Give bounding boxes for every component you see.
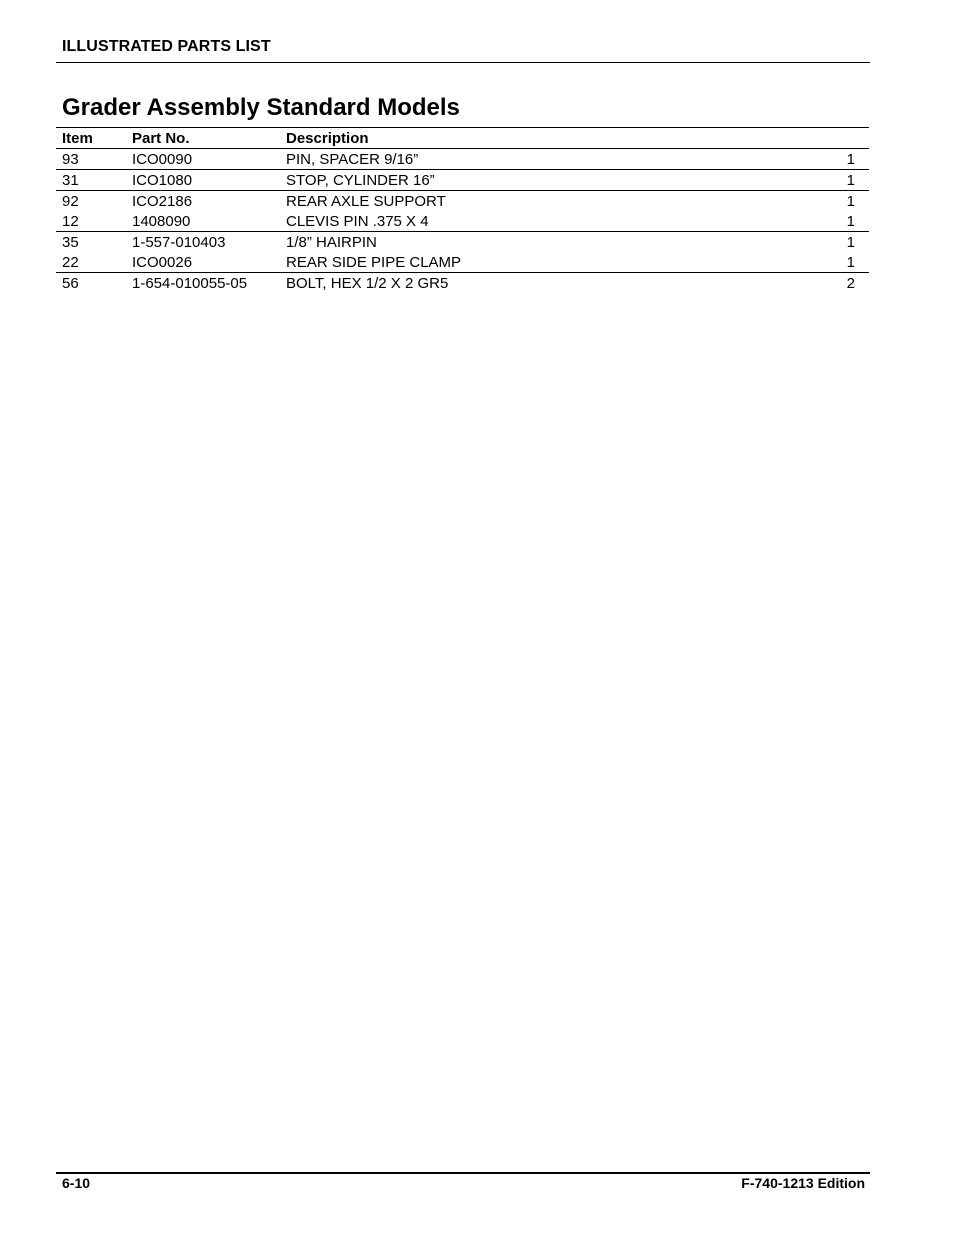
item-number: 22	[56, 252, 132, 273]
parts-table	[56, 127, 869, 293]
part-number: ICO0090	[132, 149, 286, 170]
part-number: 1-654-010055-05	[132, 274, 248, 292]
table-row	[56, 252, 869, 273]
part-description: BOLT, HEX 1/2 X 2 GR5	[286, 274, 449, 292]
part-number: ICO0026	[132, 252, 286, 273]
table-row	[56, 170, 869, 191]
table-row	[56, 191, 869, 212]
quantity: 1	[806, 170, 869, 191]
part-number: 1-557-010403	[132, 233, 226, 251]
table-row	[56, 273, 869, 294]
table-header-row	[56, 128, 869, 149]
part-description: STOP, CYLINDER 16”	[286, 170, 806, 191]
item-number: 35	[62, 233, 79, 251]
column-header-description: Description	[286, 128, 806, 149]
item-number: 56	[62, 274, 79, 292]
part-number: ICO1080	[132, 170, 286, 191]
item-number: 31	[56, 170, 132, 191]
quantity: 1	[846, 192, 855, 210]
quantity: 1	[846, 233, 855, 251]
header-divider	[56, 62, 870, 63]
part-number: 1408090	[132, 211, 286, 232]
part-number: ICO2186	[132, 192, 193, 210]
part-description: CLEVIS PIN .375 X 4	[286, 211, 806, 232]
part-description: 1/8” HAIRPIN	[286, 233, 377, 251]
page-title: Grader Assembly Standard Models	[62, 94, 460, 121]
table-row	[56, 149, 869, 170]
part-description: REAR SIDE PIPE CLAMP	[286, 252, 806, 273]
quantity: 1	[806, 149, 869, 170]
column-header-qty	[806, 128, 869, 149]
running-header: ILLUSTRATED PARTS LIST	[62, 38, 271, 55]
quantity: 1	[806, 252, 869, 273]
item-number: 12	[56, 211, 132, 232]
part-description: PIN, SPACER 9/16”	[286, 149, 806, 170]
part-description: REAR AXLE SUPPORT	[286, 192, 446, 210]
item-number: 92	[62, 192, 79, 210]
edition-label: F-740-1213 Edition	[741, 1175, 865, 1191]
column-header-item: Item	[56, 128, 132, 149]
quantity: 2	[846, 274, 855, 292]
table-row	[56, 211, 869, 232]
table-row	[56, 232, 869, 253]
footer-divider	[56, 1172, 870, 1174]
page-number: 6-10	[62, 1175, 91, 1191]
quantity: 1	[806, 211, 869, 232]
item-number: 93	[56, 149, 132, 170]
column-header-part-no: Part No.	[132, 128, 286, 149]
